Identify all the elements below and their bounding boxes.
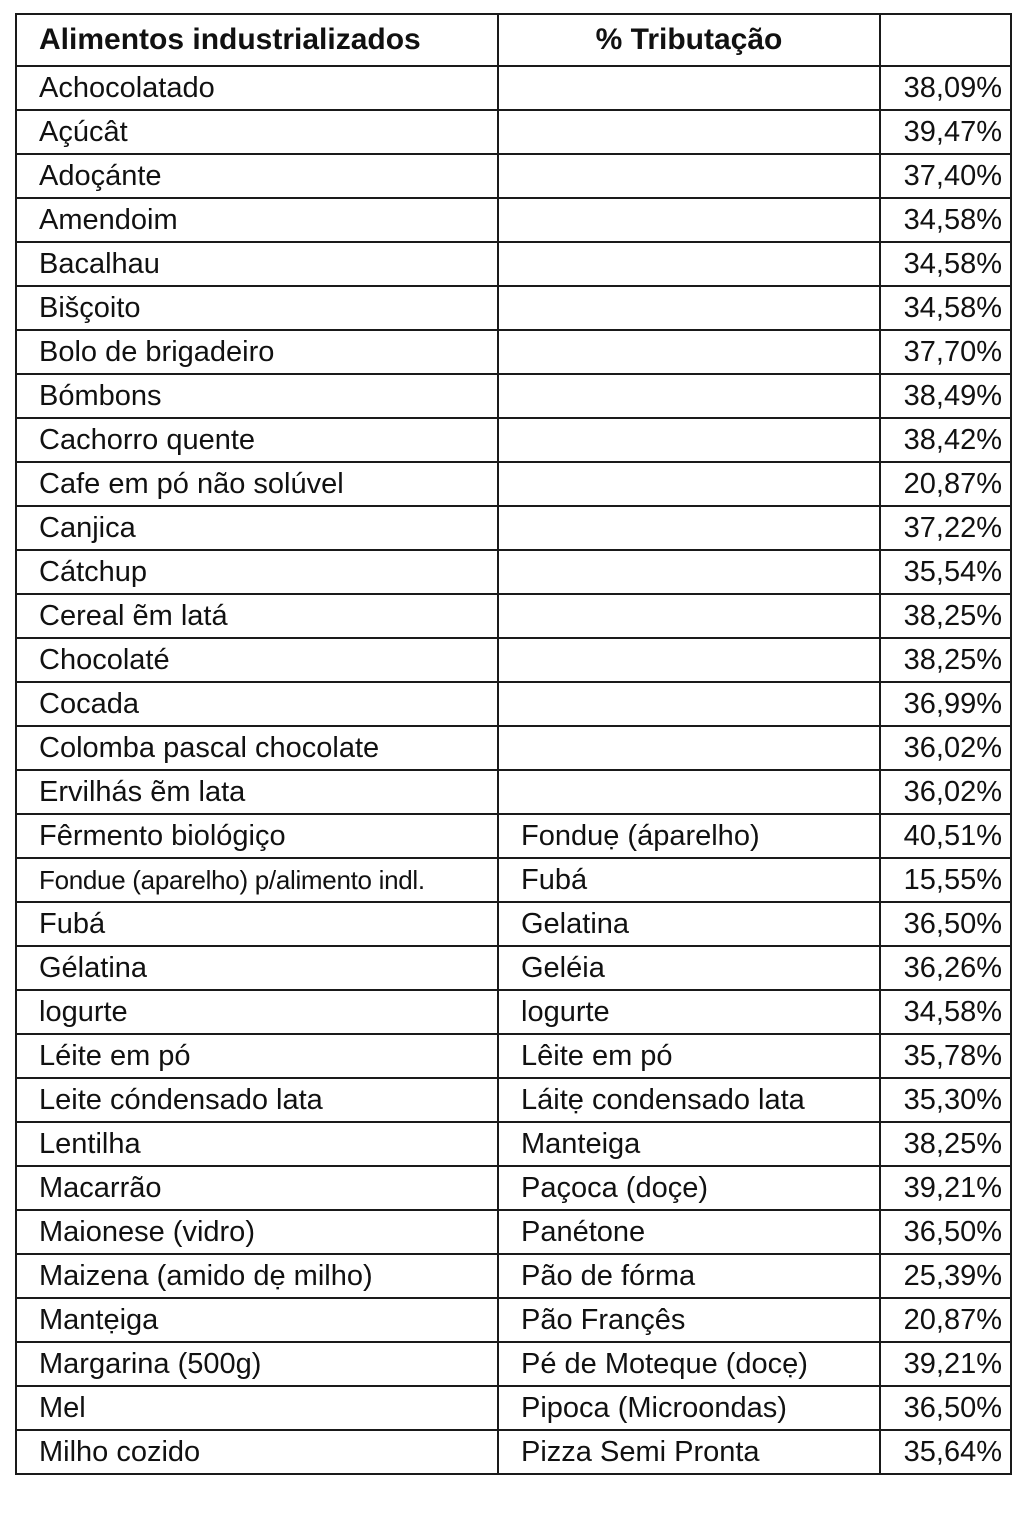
tax-percent-cell: 20,87% bbox=[880, 462, 1011, 506]
secondary-item-cell bbox=[498, 462, 880, 506]
table-row bbox=[16, 638, 1011, 682]
tax-percent-cell: 37,70% bbox=[880, 330, 1011, 374]
secondary-item-cell: Pé de Moteque (docẹ) bbox=[498, 1342, 880, 1386]
secondary-item-cell: Láitẹ condensado lata bbox=[498, 1078, 880, 1122]
food-name-cell: Canjica bbox=[16, 506, 498, 550]
table-row bbox=[16, 198, 1011, 242]
tax-percent-cell: 38,25% bbox=[880, 1122, 1011, 1166]
table-row bbox=[16, 594, 1011, 638]
food-name-cell: Bolo de brigadeiro bbox=[16, 330, 498, 374]
table-row bbox=[16, 418, 1011, 462]
table-row bbox=[16, 814, 1011, 858]
tax-percent-cell: 37,22% bbox=[880, 506, 1011, 550]
tax-percent-cell: 38,09% bbox=[880, 66, 1011, 110]
secondary-item-cell: Pipoca (Microondas) bbox=[498, 1386, 880, 1430]
table-body bbox=[16, 66, 1011, 1474]
secondary-item-cell bbox=[498, 594, 880, 638]
food-name-cell: Cafe em pó não solúvel bbox=[16, 462, 498, 506]
secondary-item-cell bbox=[498, 286, 880, 330]
secondary-item-cell: Pão Françês bbox=[498, 1298, 880, 1342]
secondary-item-cell bbox=[498, 418, 880, 462]
secondary-item-cell bbox=[498, 330, 880, 374]
food-name-cell: logurte bbox=[16, 990, 498, 1034]
secondary-item-cell bbox=[498, 198, 880, 242]
secondary-item-cell bbox=[498, 242, 880, 286]
food-name-cell: Maionese (vidro) bbox=[16, 1210, 498, 1254]
table-row bbox=[16, 1298, 1011, 1342]
table-row bbox=[16, 154, 1011, 198]
secondary-item-cell: Panétone bbox=[498, 1210, 880, 1254]
table-row bbox=[16, 726, 1011, 770]
tax-percent-cell: 15,55% bbox=[880, 858, 1011, 902]
secondary-item-cell: Geléia bbox=[498, 946, 880, 990]
tax-percent-cell: 36,02% bbox=[880, 770, 1011, 814]
table-row bbox=[16, 330, 1011, 374]
food-name-cell: Maizena (amido dẹ milho) bbox=[16, 1254, 498, 1298]
tax-percent-cell: 38,25% bbox=[880, 638, 1011, 682]
table-row bbox=[16, 506, 1011, 550]
food-name-cell: Léite em pó bbox=[16, 1034, 498, 1078]
table-row bbox=[16, 770, 1011, 814]
food-name-cell: Margarina (500g) bbox=[16, 1342, 498, 1386]
secondary-item-cell bbox=[498, 682, 880, 726]
table-row bbox=[16, 286, 1011, 330]
food-name-cell: Mel bbox=[16, 1386, 498, 1430]
food-name-cell: Gélatina bbox=[16, 946, 498, 990]
table-row bbox=[16, 990, 1011, 1034]
food-name-cell: Achocolatado bbox=[16, 66, 498, 110]
secondary-item-cell: Paçoca (doçe) bbox=[498, 1166, 880, 1210]
food-name-cell: Adoçánte bbox=[16, 154, 498, 198]
tax-percent-cell: 35,78% bbox=[880, 1034, 1011, 1078]
tax-percent-cell: 35,30% bbox=[880, 1078, 1011, 1122]
secondary-item-cell: Manteiga bbox=[498, 1122, 880, 1166]
table-row bbox=[16, 1430, 1011, 1474]
tax-percent-cell: 36,50% bbox=[880, 1386, 1011, 1430]
food-name-cell: Bišçoito bbox=[16, 286, 498, 330]
tax-percent-cell: 36,99% bbox=[880, 682, 1011, 726]
food-name-cell: Amendoim bbox=[16, 198, 498, 242]
table-row bbox=[16, 682, 1011, 726]
secondary-item-cell bbox=[498, 374, 880, 418]
food-name-cell: Açúcât bbox=[16, 110, 498, 154]
table-row bbox=[16, 1122, 1011, 1166]
secondary-item-cell bbox=[498, 638, 880, 682]
table-row bbox=[16, 374, 1011, 418]
food-name-cell: Mantẹiga bbox=[16, 1298, 498, 1342]
table-row bbox=[16, 110, 1011, 154]
tax-percent-cell: 36,02% bbox=[880, 726, 1011, 770]
tax-percent-cell: 35,64% bbox=[880, 1430, 1011, 1474]
tax-percent-cell: 25,39% bbox=[880, 1254, 1011, 1298]
secondary-item-cell bbox=[498, 154, 880, 198]
table-row bbox=[16, 1254, 1011, 1298]
table-row bbox=[16, 1034, 1011, 1078]
table-row bbox=[16, 66, 1011, 110]
table-row bbox=[16, 462, 1011, 506]
table-row bbox=[16, 1166, 1011, 1210]
secondary-item-cell: Fonduẹ (áparelho) bbox=[498, 814, 880, 858]
table-row bbox=[16, 858, 1011, 902]
food-name-cell: Cátchup bbox=[16, 550, 498, 594]
secondary-item-cell: logurte bbox=[498, 990, 880, 1034]
table-row bbox=[16, 1210, 1011, 1254]
food-name-cell: Leite cóndensado lata bbox=[16, 1078, 498, 1122]
table-row bbox=[16, 1386, 1011, 1430]
header-empty bbox=[880, 14, 1011, 66]
secondary-item-cell bbox=[498, 110, 880, 154]
food-name-cell: Fondue (aparelho) p/alimento indl. bbox=[16, 858, 498, 902]
table-row bbox=[16, 1342, 1011, 1386]
tax-percent-cell: 34,58% bbox=[880, 286, 1011, 330]
tax-percent-cell: 39,21% bbox=[880, 1342, 1011, 1386]
tax-percent-cell: 34,58% bbox=[880, 198, 1011, 242]
table-header bbox=[16, 14, 1011, 66]
secondary-item-cell: Pão de fórma bbox=[498, 1254, 880, 1298]
tax-table bbox=[15, 13, 1012, 1475]
table-row bbox=[16, 550, 1011, 594]
tax-percent-cell: 36,50% bbox=[880, 902, 1011, 946]
secondary-item-cell bbox=[498, 726, 880, 770]
secondary-item-cell bbox=[498, 550, 880, 594]
tax-percent-cell: 34,58% bbox=[880, 242, 1011, 286]
tax-percent-cell: 37,40% bbox=[880, 154, 1011, 198]
food-name-cell: Fêrmento biológiço bbox=[16, 814, 498, 858]
food-name-cell: Lentilha bbox=[16, 1122, 498, 1166]
food-name-cell: Fubá bbox=[16, 902, 498, 946]
secondary-item-cell: Gelatina bbox=[498, 902, 880, 946]
food-name-cell: Ervilhás ẽm lata bbox=[16, 770, 498, 814]
tax-percent-cell: 35,54% bbox=[880, 550, 1011, 594]
table-row bbox=[16, 902, 1011, 946]
food-name-cell: Macarrão bbox=[16, 1166, 498, 1210]
secondary-item-cell: Pizza Semi Pronta bbox=[498, 1430, 880, 1474]
food-name-cell: Cocada bbox=[16, 682, 498, 726]
food-name-cell: Milho cozido bbox=[16, 1430, 498, 1474]
food-name-cell: Cachorro quente bbox=[16, 418, 498, 462]
table-row bbox=[16, 242, 1011, 286]
header-tax-percent: % Tributação bbox=[498, 14, 880, 66]
header-row bbox=[16, 14, 1011, 66]
tax-percent-cell: 36,50% bbox=[880, 1210, 1011, 1254]
table-row bbox=[16, 1078, 1011, 1122]
food-name-cell: Bómbons bbox=[16, 374, 498, 418]
food-name-cell: Chocolaté bbox=[16, 638, 498, 682]
tax-percent-cell: 36,26% bbox=[880, 946, 1011, 990]
tax-percent-cell: 39,47% bbox=[880, 110, 1011, 154]
food-name-cell: Bacalhau bbox=[16, 242, 498, 286]
tax-percent-cell: 38,42% bbox=[880, 418, 1011, 462]
secondary-item-cell: Lêite em pó bbox=[498, 1034, 880, 1078]
food-name-cell: Cereal ẽm latá bbox=[16, 594, 498, 638]
tax-percent-cell: 39,21% bbox=[880, 1166, 1011, 1210]
tax-percent-cell: 20,87% bbox=[880, 1298, 1011, 1342]
tax-percent-cell: 34,58% bbox=[880, 990, 1011, 1034]
header-foods: Alimentos industrializados bbox=[16, 14, 498, 66]
tax-table-container bbox=[15, 13, 1010, 1475]
tax-percent-cell: 38,25% bbox=[880, 594, 1011, 638]
tax-percent-cell: 38,49% bbox=[880, 374, 1011, 418]
table-row bbox=[16, 946, 1011, 990]
tax-percent-cell: 40,51% bbox=[880, 814, 1011, 858]
secondary-item-cell bbox=[498, 506, 880, 550]
secondary-item-cell bbox=[498, 770, 880, 814]
secondary-item-cell bbox=[498, 66, 880, 110]
secondary-item-cell: Fubá bbox=[498, 858, 880, 902]
food-name-cell: Colomba pascal chocolate bbox=[16, 726, 498, 770]
